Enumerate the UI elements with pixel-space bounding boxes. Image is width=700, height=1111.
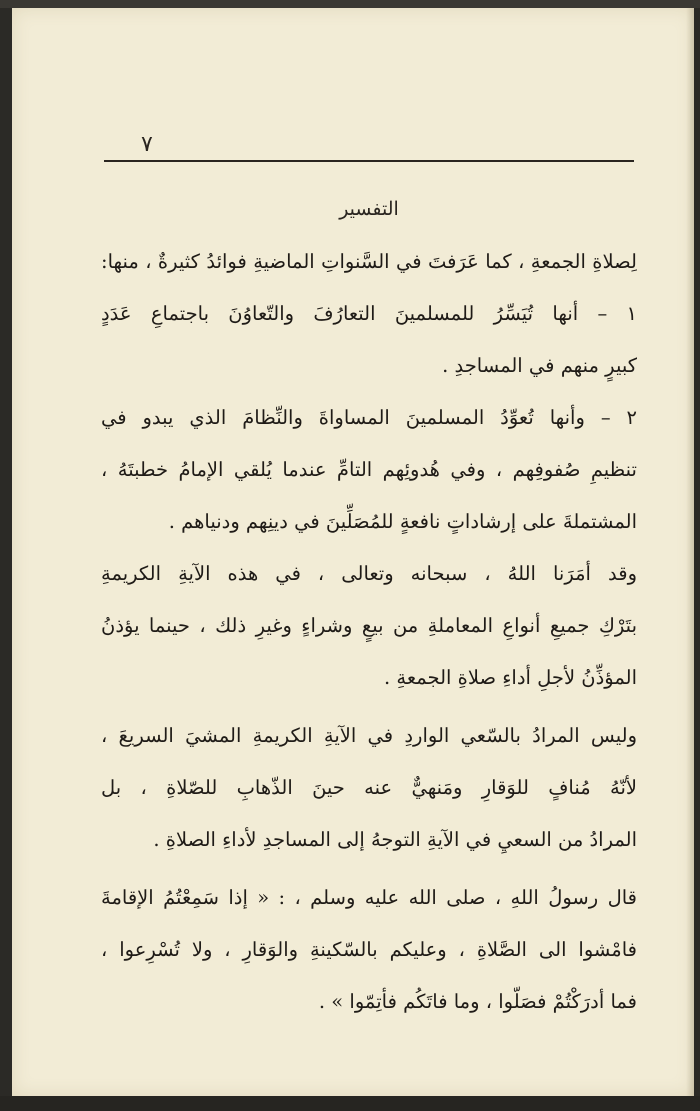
text-line: ٢ – وأنها تُعوِّدُ المسلمينَ المساواةَ والنِّظامَ الذي يبدو في: [101, 406, 637, 429]
text-line: المشتملةَ على إرشاداتٍ نافعةٍ للمُصَلِّينَ في دينِهم ودنياهم .: [168, 510, 637, 533]
paragraph-meaning: [101, 714, 637, 870]
text-line: قال رسولُ اللهِ ، صلى الله عليه وسلم ، : « إذا سَمِعْتُمُ الإقامةَ: [101, 886, 637, 909]
paragraph-point-2: [101, 396, 637, 552]
page-number: ٧: [141, 132, 153, 157]
text-line: فما أدرَكْتُمْ فصَلّوا ، وما فاتَكُم فأتِمّوا » .: [318, 990, 637, 1013]
page-spine-shadow: [686, 8, 694, 1096]
text-line: وقد أمَرَنا اللهُ ، سبحانه وتعالى ، في هذه الآيةِ الكريمةِ: [101, 562, 637, 585]
text-line: لِصلاةِ الجمعةِ ، كما عَرَفتَ في السَّنواتِ الماضيةِ فوائدُ كثيرةٌ ، منها:: [101, 250, 637, 273]
body-text: [101, 240, 637, 1032]
paragraph-intro: [101, 240, 637, 292]
paragraph-hadith: [101, 876, 637, 1032]
text-line: بتَرْكِ جميعِ أنواعِ المعاملةِ من بيعٍ وشراءٍ وغيرِ ذلك ، حينما يؤذنُ: [101, 614, 637, 637]
paragraph-command: [101, 552, 637, 708]
text-line: لأنّهُ مُنافٍ للوَقارِ ومَنهيٌّ عنه حينَ الذّهابِ للصّلاةِ ، بل: [101, 776, 637, 799]
text-line: تنظيمِ صُفوفِهم ، وفي هُدوئِهم التامِّ عندما يُلقي الإمامُ خطبتَهُ ،: [101, 458, 637, 481]
paragraph-point-1: [101, 292, 637, 396]
text-line: وليس المرادُ بالسّعي الواردِ في الآيةِ الكريمةِ المشيَ السريعَ ،: [101, 724, 637, 747]
text-line: كبيرٍ منهم في المساجدِ .: [442, 354, 637, 377]
text-line: فامْشوا الى الصَّلاةِ ، وعليكم بالسّكينةِ والوَقارِ ، ولا تُسْرِعوا ،: [101, 938, 637, 961]
text-line: المؤذِّنُ لأجلِ أداءِ صلاةِ الجمعةِ .: [383, 666, 637, 689]
text-line: ١ – أنها تُيَسِّرُ للمسلمينَ التعارُفَ والتّعاوُنَ باجتماعِ عَدَدٍ: [101, 302, 637, 325]
header-rule: [104, 160, 634, 162]
section-title: التفسير: [339, 198, 399, 220]
scan-edge-top: [0, 0, 700, 8]
scan-edge-bottom: [0, 1096, 700, 1111]
text-line: المرادُ من السعيِ في الآيةِ التوجهُ إلى المساجدِ لأداءِ الصلاةِ .: [153, 828, 637, 851]
